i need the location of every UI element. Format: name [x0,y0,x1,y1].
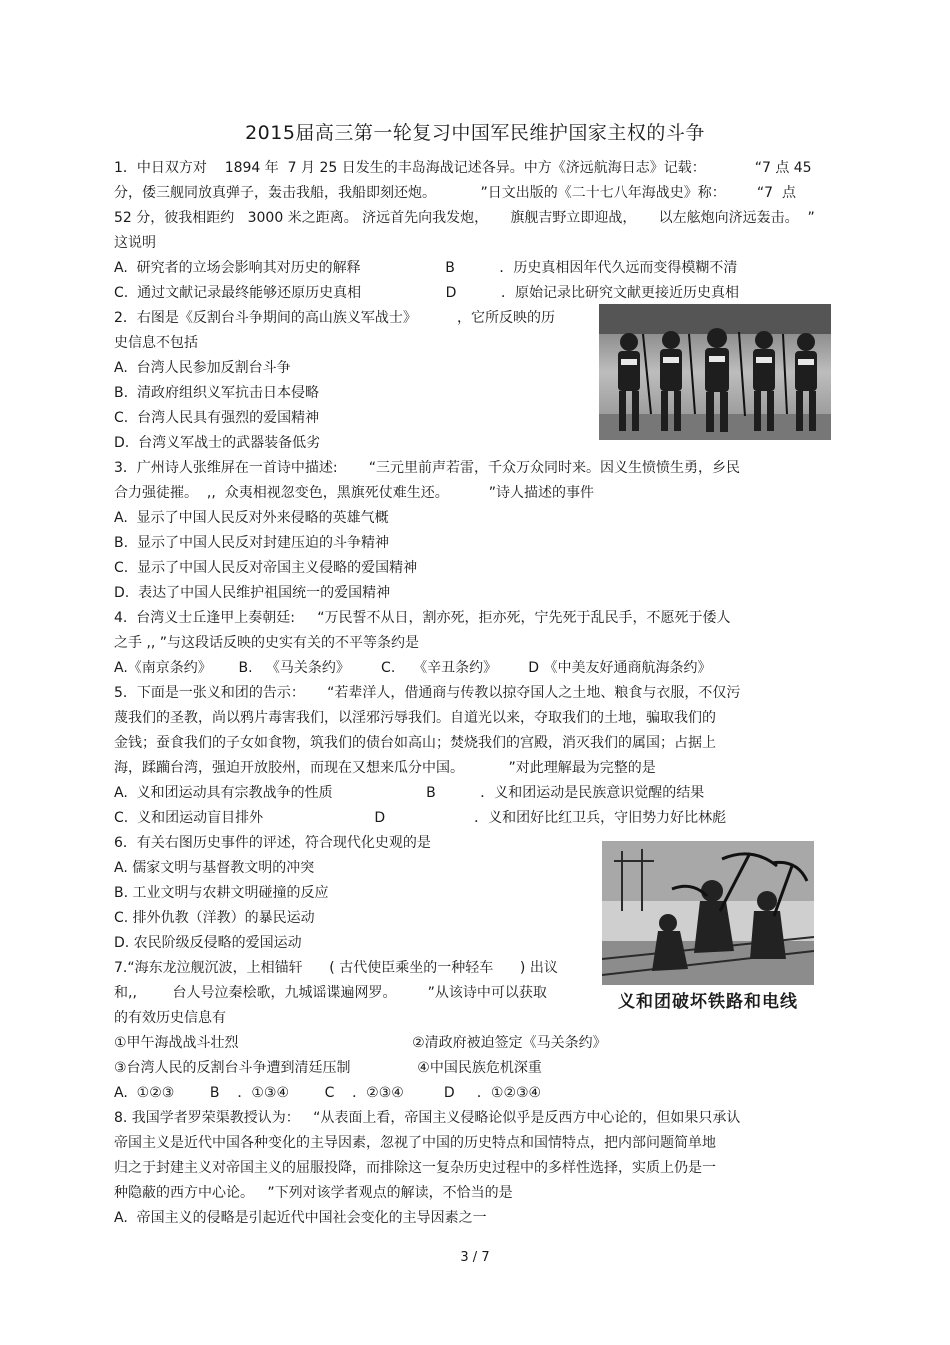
text-line: C. 通过文献记录最终能够还原历史真相 D ．原始记录比研究文献更接近历史真相 [114,285,739,301]
text-line: 归之于封建主义对帝国主义的屈服投降，而排除这一复杂历史过程中的多样性选择，实质上仍是一 [114,1160,716,1176]
text-line: B. 工业文明与农耕文明碰撞的反应 [114,885,329,901]
text-line: D. 台湾义军战士的武器装备低劣 [114,435,321,451]
text-line: 1．中日双方对 1894 年 7 月 25 日发生的丰岛海战记述各异。中方《济远航海日志》记载： “7 点 45 [114,160,812,176]
text-line: C. 台湾人民具有强烈的爱国精神 [114,410,320,426]
text-line: 蔑我们的圣教，尚以鸦片毒害我们，以淫邪污辱我们。自道光以来，夺取我们的土地，骗取我们的 [114,710,716,726]
text-line: A. 义和团运动具有宗教战争的性质 B ．义和团运动是民族意识觉醒的结果 [114,785,705,801]
text-line: C. 显示了中国人民反对帝国主义侵略的爱国精神 [114,560,418,576]
photo-soldiers-icon [599,304,831,440]
text-line: ①甲午海战战斗壮烈 ②清政府被迫签定《马关条约》 [114,1035,607,1051]
text-line: ③台湾人民的反割台斗争遭到清廷压制 ④中国民族危机深重 [114,1060,542,1076]
text-line: A. 研究者的立场会影响其对历史的解释 B ．历史真相因年代久远而变得模糊不清 [114,260,738,276]
text-line: 海，蹂躏台湾，强迫开放胶州，而现在又想来瓜分中国。 ”对此理解最为完整的是 [114,760,656,776]
text-line: D. 表达了中国人民维护祖国统一的爱国精神 [114,585,391,601]
text-line: 分，倭三舰同放真弹子，轰击我船，我船即刻还炮。 ”日文出版的《二十七八年海战史》称： “7 点 [114,185,796,201]
text-line: A. 帝国主义的侵略是引起近代中国社会变化的主导因素之一 [114,1210,487,1226]
page-title: 2015届高三第一轮复习中国军民维护国家主权的斗争 [245,122,705,144]
text-line: 和,, 台人号泣秦桧歌，九城谣谍遍网罗。 ”从该诗中可以获取 [114,985,547,1001]
text-line: 种隐蔽的西方中心论。 ”下列对该学者观点的解读，不恰当的是 [114,1185,513,1201]
text-line: 帝国主义是近代中国各种变化的主导因素，忽视了中国的历史特点和国情特点，把内部问题简单地 [114,1135,716,1151]
text-line: 5．下面是一张义和团的告示： “若辈洋人，借通商与传教以掠夺国人之土地、粮食与衣服，不仅污 [114,685,741,701]
text-line: D. 农民阶级反侵略的爱国运动 [114,935,302,951]
text-line: 合力强徒摧。 ,, 众夷相视忽变色，黑旗死仗难生还。 ”诗人描述的事件 [114,485,595,501]
text-line: 的有效历史信息有 [114,1010,226,1026]
text-line: 6．有关右图历史事件的评述，符合现代化史观的是 [114,835,431,851]
text-line: 这说明 [114,235,156,251]
text-line: 4. 台湾义士丘逢甲上奏朝廷: “万民誓不从日，割亦死，拒亦死，宁先死于乱民手，不愿死于倭人 [114,610,731,626]
text-line: C. 排外仇教（洋教）的暴民运动 [114,910,315,926]
soldiers-photo [599,304,831,440]
text-line: A. 儒家文明与基督教文明的冲突 [114,860,315,876]
text-line: 52 分，彼我相距约 3000 米之距离。 济远首先向我发炮， 旗舰吉野立即迎战， 以左舷炮向济远轰击。 ” [114,210,815,226]
text-line: 金钱；蚕食我们的子女如食物，筑我们的债台如高山；焚烧我们的宫殿，消灭我们的属国；占据上 [114,735,716,751]
text-line: C. 义和团运动盲目排外 D ．义和团好比红卫兵，守旧势力好比林彪 [114,810,727,826]
text-line: A. ①②③ B ．①③④ C ．②③④ D ．①②③④ [114,1085,542,1101]
text-line: 8. 我国学者罗荣渠教授认为： “从表面上看，帝国主义侵略论似乎是反西方中心论的，但如果只承认 [114,1110,741,1126]
figure-caption: 义和团破坏铁路和电线 [618,992,798,1012]
page-number: 3 / 7 [460,1250,490,1265]
text-line: B. 清政府组织义军抗击日本侵略 [114,385,319,401]
text-line: A.《南京条约》 B. 《马关条约》 C. 《辛丑条约》 D 《中美友好通商航海条约》 [114,660,712,676]
text-line: B. 显示了中国人民反对封建压迫的斗争精神 [114,535,389,551]
text-line: 7.“海东龙泣舰沉波，上相锚轩 ( 古代使臣乘坐的一种轻车 ) 出议 [114,960,558,976]
photo-boxers-icon [602,841,814,985]
text-line: 3．广州诗人张维屏在一首诗中描述: “三元里前声若雷，千众万众同时来。因义生愤愤生勇，乡民 [114,460,741,476]
boxers-photo [602,841,814,1013]
text-line: A. 显示了中国人民反对外来侵略的英雄气概 [114,510,389,526]
text-line: 2．右图是《反割台斗争期间的高山族义军战士》 ，它所反映的历 [114,310,555,326]
text-line: A. 台湾人民参加反割台斗争 [114,360,291,376]
text-line: 史信息不包括 [114,335,198,351]
text-line: 之手 ,, ”与这段话反映的史实有关的不平等条约是 [114,635,420,651]
